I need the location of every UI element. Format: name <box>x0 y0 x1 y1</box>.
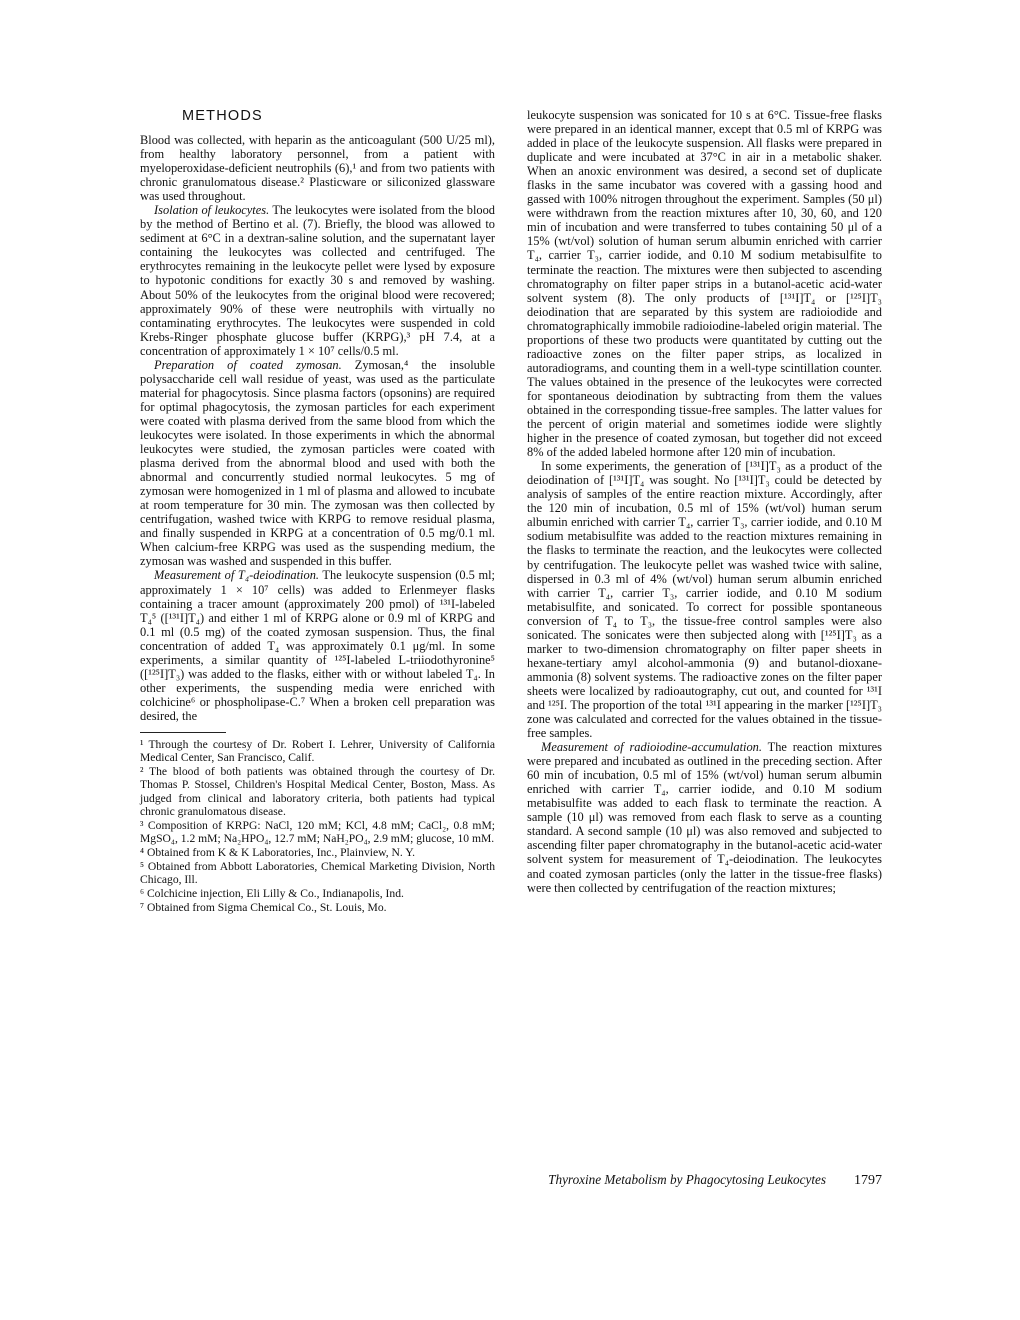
footnote-2: ² The blood of both patients was obtained through the courtesy of Dr. Thomas P. Stossel, Children's Hospital Medical Center, Boston, Mass. As judged from clinical and laboratory criteria, both patients had typical chronic granulomatous disease. <box>140 765 495 818</box>
page-footer <box>140 1172 882 1189</box>
paragraph-measurement-of-radioiodine-accumulation: Measurement of radioiodine-accumulation. The reaction mixtures were prepared and incubated as outlined in the preceding section. After 60 min of incubation, 0.5 ml of 15% (wt/vol) human serum albumin enriched with carrier T₄, carrier iodide, and 0.10 M sodium metabisulfite was added to each flask to terminate the reaction. A sample (10 μl) was removed from each flask to serve as a counting standard. A second sample (10 μl) was also removed and subjected to ascending filter paper chromatography in the butanol-acetic acid-water solvent system for measurement of T₄-deiodination. The leukocytes and coated zymosan particles (only the latter in the tissue-free flasks) were then collected by centrifugation of the reaction mixtures; <box>527 740 882 895</box>
footnote-7: ⁷ Obtained from Sigma Chemical Co., St. Louis, Mo. <box>140 900 387 914</box>
left-column <box>140 108 495 914</box>
footnote-3: ³ Composition of KRPG: NaCl, 120 mM; KCl, 4.8 mM; CaCl₂, 0.8 mM; MgSO₄, 1.2 mM; Na₂HPO₄, 12.7 mM; NaH₂PO₄, 2.9 mM; glucose, 10 mM. <box>140 818 495 846</box>
page-number: 1797 <box>854 1173 882 1188</box>
footnote-4: ⁴ Obtained from K & K Laboratories, Inc., Plainview, N. Y. <box>140 845 416 859</box>
footnote-5: ⁵ Obtained from Abbott Laboratories, Chemical Marketing Division, North Chicago, Ill. <box>140 859 495 886</box>
two-column-body <box>140 108 882 914</box>
footnote-1: ¹ Through the courtesy of Dr. Robert I. Lehrer, University of California Medical Center, San Francisco, Calif. <box>140 737 495 765</box>
paragraph-leukocyte-suspension-sonication: leukocyte suspension was sonicated for 10 s at 6°C. Tissue-free flasks were prepared in an identical manner, except that 0.5 ml of KRPG was added in place of the leukocyte suspension. All flasks were prepared in duplicate and were incubated at 37°C in air in a metabolic shaker. When an anoxic environment was desired, a second set of duplicate flasks in the same incubator was covered with a gassing hood and gassed with 100% nitrogen throughout the experiment. Samples (50 μl) were withdrawn from the reaction mixtures after 10, 30, 60, and 120 min of incubation and were transferred to tubes containing 50 μl of a 15% (wt/vol) solution of human serum albumin enriched with carrier T₄, carrier T₃, carrier iodide, and 0.10 M sodium metabisulfite to terminate the reaction. The mixtures were then subjected to ascending chromatography on filter paper strips in a butanol-acetic acid-water solvent system (8). The only products of [¹³¹I]T₄ or [¹²⁵I]T₃ deiodination that are separated by this system are radioiodide and chromatographically immobile radioiodine-labeled origin material. The proportions of these two products were quantitated by cutting out the radioactive zones on the filter paper strips, as localized in autoradiograms, and counting them in a well-type scintillation counter. The values obtained in the presence of the leukocytes were corrected for spontaneous deiodination by subtracting from them the values obtained in the corresponding tissue-free samples. The latter values for the percent of origin material and sometimes iodide were slightly higher in the presence of coated zymosan, but together did not exceed 8% of the added labeled hormone after 120 min of incubation. <box>527 108 882 460</box>
paragraph-isolation-of-leukocytes: Isolation of leukocytes. The leukocytes were isolated from the blood by the method of Bertino et al. (7). Briefly, the blood was allowed to sediment at 6°C in a dextran-saline solution, and the supernatant layer containing the leukocytes was collected and centrifuged. The erythrocytes remaining in the leukocyte pellet were lysed by exposure to hypotonic conditions for exactly 30 s and removed by washing. About 50% of the leukocytes from the original blood were recovered; approximately 90% of these were neutrophils with virtually no contaminating erythrocytes. The leukocytes were suspended in cold Krebs-Ringer phosphate glucose buffer (KRPG),³ pH 7.4, at a concentration of approximately 1 × 10⁷ cells/0.5 ml. <box>140 203 495 358</box>
right-column <box>527 108 882 914</box>
running-title: Thyroxine Metabolism by Phagocytosing Leukocytes <box>548 1172 826 1187</box>
footnote-list <box>140 738 495 914</box>
footnote-6: ⁶ Colchicine injection, Eli Lilly & Co., Indianapolis, Ind. <box>140 886 404 900</box>
footnote-separator-rule <box>140 732 226 733</box>
paragraph-measurement-of-t4-deiodination: Measurement of T₄-deiodination. The leukocyte suspension (0.5 ml; approximately 1 × 10⁷ cells) was added to Erlenmeyer flasks containing a tracer amount (approximately 200 pmol) of ¹³¹I-labeled T₄⁵ ([¹³¹I]T₄) and either 1 ml of KRPG alone or 0.9 ml of KRPG and 0.1 ml (0.5 mg) of the coated zymosan suspension. Thus, the final concentration of added T₄ was approximately 0.1 μg/ml. In some experiments, a similar quantity of ¹²⁵I-labeled L-triiodothyronine⁵ ([¹²⁵I]T₃) was added to the flasks, either with or without labeled T₄. In other experiments, the suspending media were enriched with colchicine⁶ or phospholipase-C.⁷ When a broken cell preparation was desired, the <box>140 568 496 723</box>
paragraph-blood-collection: Blood was collected, with heparin as the anticoagulant (500 U/25 ml), from healthy laboratory personnel, from a patient with myeloperoxidase-deficient neutrophils (6),¹ and from two patients with chronic granulomatous disease.² Plasticware or siliconized glassware was used throughout. <box>140 133 495 204</box>
paragraph-preparation-of-coated-zymosan: Preparation of coated zymosan. Zymosan,⁴ the insoluble polysaccharide cell wall residue of yeast, was used as the particulate material for phagocytosis. Since plasma factors (opsonins) are required for optimal phagocytosis, the zymosan particles for each experiment were coated with plasma derived from the same blood from which the leukocytes were isolated. In those experiments in which the abnormal leukocytes were studied, the zymosan particles were coated with plasma derived from the abnormal blood and used with both the abnormal and concurrently studied normal leukocytes. 5 mg of zymosan were homogenized in 1 ml of plasma and allowed to incubate at room temperature for 30 min. The zymosan was then collected by centrifugation, washed twice with KRPG to remove residual plasma, and finally suspended in KRPG at a concentration of 0.5 mg/0.1 ml. When calcium-free KRPG was used as the suspending medium, the zymosan was washed and suspended in this buffer. <box>140 357 495 569</box>
section-heading: METHODS <box>182 108 263 124</box>
paragraph-t3-generation-experiments: In some experiments, the generation of [¹³¹I]T₃ as a product of the deiodination of [¹³¹I]T₄ was sought. No [¹³¹I]T₃ could be detected by analysis of samples of the entire reaction mixture. Accordingly, after the 120 min of incubation, 0.5 ml of 15% (wt/vol) human serum albumin enriched with carrier T₄, carrier T₃, carrier iodide, and 0.10 M sodium metabisulfite was added to the reaction mixtures remaining in the flasks to terminate the reaction, and the leukocytes were collected by centrifugation. The leukocyte pellet was washed twice with saline, dispersed in 0.3 ml of 4% (wt/vol) human serum albumin enriched with carrier T₄, carrier T₃, carrier iodide, and 0.10 M sodium metabisulfite, and sonicated. To correct for possible spontaneous conversion of T₄ to T₃, the tissue-free control samples were also sonicated. The sonicates were then subjected along with [¹²⁵I]T₃ as a marker to two-dimension chromatography on filter paper sheets in hexane-tertiary amyl alcohol-ammonia (9) and butanol-dioxane-ammonia (8) solvent systems. The radioactive zones on the filter paper sheets were localized by radioautography, cut out, and counted for ¹³¹I and ¹²⁵I. The proportion of the total ¹³¹I appearing in the marker [¹²⁵I]T₃ zone was calculated and corrected for the values obtained in the tissue-free samples. <box>527 459 882 741</box>
